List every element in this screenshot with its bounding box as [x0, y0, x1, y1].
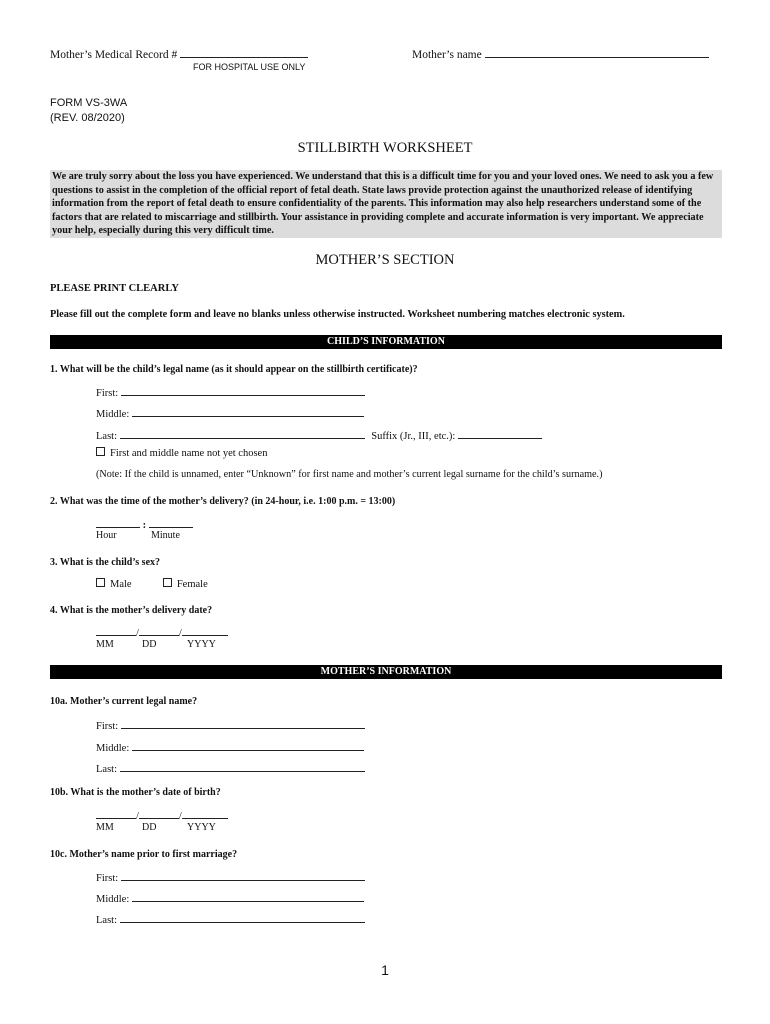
- q1-last-row: [96, 427, 542, 442]
- q2-time-row: [96, 516, 193, 531]
- instructions: Please fill out the complete form and leave no blanks unless otherwise instructed. Worksheet numbering matches electronic system.: [50, 309, 625, 320]
- q1-suffix-input[interactable]: [458, 427, 542, 439]
- mother-info-bar: MOTHER’S INFORMATION: [50, 665, 722, 679]
- q10b-slash-1: /: [136, 811, 139, 822]
- mother-name-input[interactable]: [485, 46, 709, 58]
- q10c-first-label: First:: [96, 873, 119, 884]
- q10c-last-input[interactable]: [120, 911, 365, 923]
- q10a-question: 10a. Mother’s current legal name?: [50, 696, 198, 707]
- q2-minute-input[interactable]: [149, 516, 193, 528]
- q1-suffix-label: Suffix (Jr., III, etc.):: [371, 431, 456, 442]
- section-title: MOTHER’S SECTION: [315, 252, 455, 268]
- q10b-yyyy-input[interactable]: [182, 807, 228, 819]
- q1-middle-row: [96, 405, 364, 420]
- q10b-date-row: [96, 807, 228, 822]
- q10b-mm-label: MM: [96, 822, 114, 833]
- q4-dd-input[interactable]: [139, 624, 179, 636]
- medical-record-label: Mother’s Medical Record #: [50, 49, 178, 61]
- q10b-mm-input[interactable]: [96, 807, 136, 819]
- q10a-first-label: First:: [96, 721, 119, 732]
- q4-yyyy-input[interactable]: [182, 624, 228, 636]
- q1-first-label: First:: [96, 388, 119, 399]
- q4-date-row: [96, 624, 228, 639]
- q10a-last-row: [96, 760, 365, 775]
- q4-mm-input[interactable]: [96, 624, 136, 636]
- mother-name-label: Mother’s name: [412, 49, 482, 61]
- q4-slash-2: /: [178, 628, 182, 639]
- q2-hour-label: Hour: [96, 530, 117, 541]
- print-clearly: PLEASE PRINT CLEARLY: [50, 283, 179, 294]
- q10a-middle-input[interactable]: [132, 739, 364, 751]
- form-code: FORM VS-3WA: [50, 97, 128, 109]
- q1-middle-input[interactable]: [132, 405, 364, 417]
- q1-first-row: [96, 384, 365, 399]
- q10a-middle-row: [96, 739, 364, 754]
- q3-male-checkbox[interactable]: [96, 578, 105, 587]
- q10c-question: 10c. Mother’s name prior to first marriage?: [50, 849, 238, 860]
- q2-minute-label: Minute: [151, 530, 180, 541]
- q10a-first-row: [96, 717, 365, 732]
- q4-yyyy-label: YYYY: [187, 639, 216, 650]
- page-number: 1: [381, 962, 389, 978]
- page-title: STILLBIRTH WORKSHEET: [297, 140, 473, 156]
- q1-question: 1. What will be the child’s legal name (as it should appear on the stillbirth certificate)?: [50, 364, 418, 375]
- q10b-yyyy-label: YYYY: [187, 822, 216, 833]
- q4-dd-label: DD: [142, 639, 157, 650]
- q10b-dd-input[interactable]: [139, 807, 179, 819]
- q4-mm-label: MM: [96, 639, 114, 650]
- q2-hour-input[interactable]: [96, 516, 140, 528]
- q10a-first-input[interactable]: [121, 717, 365, 729]
- q3-question: 3. What is the child’s sex?: [50, 557, 161, 568]
- q3-female-label: Female: [176, 579, 208, 590]
- q3-sex-row: [96, 578, 208, 590]
- hospital-use-note: FOR HOSPITAL USE ONLY: [193, 62, 306, 72]
- q10c-last-label: Last:: [96, 915, 117, 926]
- q10a-last-input[interactable]: [120, 760, 365, 772]
- q10c-middle-label: Middle:: [96, 894, 130, 905]
- q10c-first-row: [96, 869, 365, 884]
- q10c-first-input[interactable]: [121, 869, 365, 881]
- q10c-middle-input[interactable]: [132, 890, 364, 902]
- q1-last-input[interactable]: [120, 427, 365, 439]
- q10b-slash-2: /: [178, 811, 182, 822]
- q4-slash-1: /: [136, 628, 139, 639]
- medical-record-field: [50, 46, 308, 61]
- q10c-middle-row: [96, 890, 364, 905]
- q2-question: 2. What was the time of the mother’s delivery? (in 24-hour, i.e. 1:00 p.m. = 13:00): [50, 496, 396, 507]
- mother-name-field: [412, 46, 709, 61]
- q10b-question: 10b. What is the mother’s date of birth?: [50, 787, 221, 798]
- q1-not-chosen-row: [96, 447, 267, 459]
- q10c-last-row: [96, 911, 365, 926]
- child-info-bar: CHILD’S INFORMATION: [50, 335, 722, 349]
- intro-paragraph: We are truly sorry about the loss you have experienced. We understand that this is a difficult time for you and your loved ones. We need to ask you a few questions to assist in the completion of the official report of fetal death. State laws provide protection against the unauthorized release of identifying information from the report of fetal death to ensure confidentiality of the parents. This information may also help researchers understand some of the factors that are related to miscarriage and stillbirth. Your assistance in providing complete and accurate information is very important. We appreciate your help, especially during this very difficult time.: [50, 170, 722, 238]
- q3-male-label: Male: [110, 579, 132, 590]
- q3-female-checkbox[interactable]: [163, 578, 172, 587]
- q1-not-chosen-label: First and middle name not yet chosen: [110, 448, 268, 459]
- q1-last-label: Last:: [96, 431, 117, 442]
- q1-not-chosen-checkbox[interactable]: [96, 447, 105, 456]
- q10b-dd-label: DD: [142, 822, 157, 833]
- q2-colon: :: [142, 520, 147, 531]
- medical-record-input[interactable]: [180, 46, 308, 58]
- q1-first-input[interactable]: [121, 384, 365, 396]
- q10a-middle-label: Middle:: [96, 743, 130, 754]
- form-revision: (REV. 08/2020): [50, 112, 125, 124]
- q1-note: (Note: If the child is unnamed, enter “Unknown” for first name and mother’s current legal surname for the child’s surname.): [96, 469, 603, 480]
- q10a-last-label: Last:: [96, 764, 117, 775]
- q1-middle-label: Middle:: [96, 409, 130, 420]
- q4-question: 4. What is the mother’s delivery date?: [50, 605, 213, 616]
